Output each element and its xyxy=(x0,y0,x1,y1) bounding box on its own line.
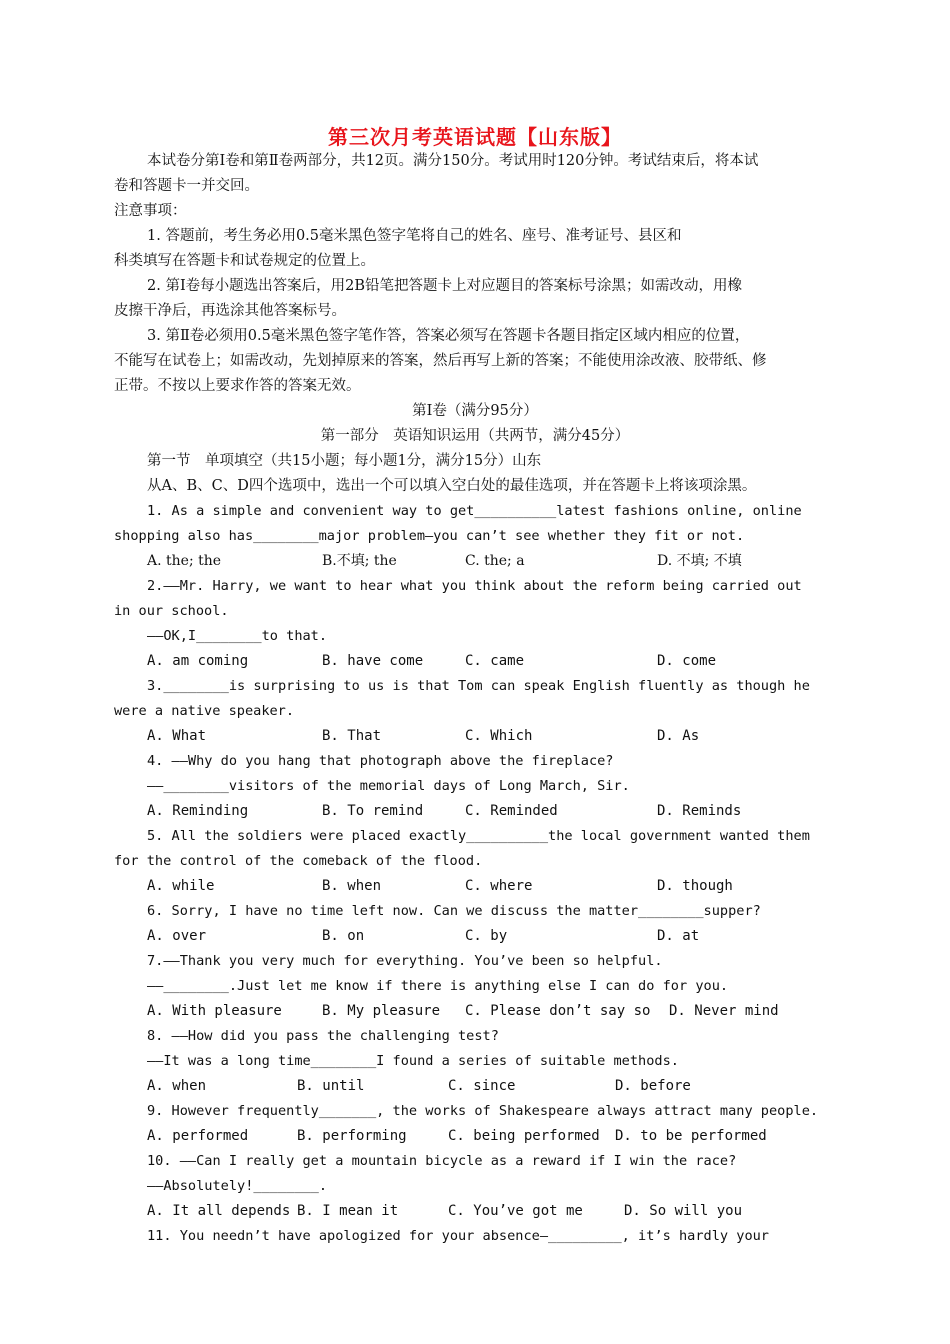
option-c: C. came xyxy=(465,653,525,669)
question-text: 6. Sorry, I have no time left now. Can we discuss the matter________supper? xyxy=(147,903,761,919)
answer-options xyxy=(147,1126,837,1146)
note-line: 1. 答题前，考生务必用0.5毫米黑色签字笔将自己的姓名、座号、准考证号、县区和 xyxy=(147,228,682,244)
option-a: A. over xyxy=(147,928,207,944)
notes-heading: 注意事项： xyxy=(114,203,187,219)
option-b: B. until xyxy=(297,1078,365,1094)
intro-line: 本试卷分第Ⅰ卷和第Ⅱ卷两部分，共12页。满分150分。考试用时120分钟。考试结束后，将本试 xyxy=(147,153,759,169)
question-text: in our school. xyxy=(114,603,229,619)
option-c: C. You’ve got me xyxy=(448,1203,583,1219)
question-text: 8. ——How did you pass the challenging test? xyxy=(147,1028,499,1044)
option-a: A. What xyxy=(147,728,207,744)
answer-options xyxy=(147,551,837,571)
option-c: C. Which xyxy=(465,728,533,744)
intro-line: 卷和答题卡一并交回。 xyxy=(114,178,259,194)
option-d: D. to be performed xyxy=(615,1128,767,1144)
option-a: A. It all depends xyxy=(147,1203,291,1219)
option-b: B. when xyxy=(322,878,382,894)
option-d: D. Never mind xyxy=(669,1003,779,1019)
section-heading: 第一部分 英语知识运用（共两节，满分45分） xyxy=(320,428,630,444)
question-text: for the control of the comeback of the flood. xyxy=(114,853,483,869)
question-text: 9. However frequently_______, the works of Shakespeare always attract many people. xyxy=(147,1103,819,1119)
option-d: D. though xyxy=(657,878,733,894)
question-text: ——________visitors of the memorial days of Long March, Sir. xyxy=(147,778,630,794)
answer-options xyxy=(147,726,837,746)
option-a: A. the; the xyxy=(147,553,222,569)
answer-options xyxy=(147,926,837,946)
option-d: D. 不填; 不填 xyxy=(657,553,742,569)
instruction: 从A、B、C、D四个选项中，选出一个可以填入空白处的最佳选项，并在答题卡上将该项涂黑。 xyxy=(147,478,757,494)
page-title: 第三次月考英语试题【山东版】 xyxy=(328,125,622,149)
note-line: 正带。不按以上要求作答的答案无效。 xyxy=(114,378,361,394)
option-b: B. performing xyxy=(297,1128,407,1144)
option-a: A. Reminding xyxy=(147,803,249,819)
question-text: were a native speaker. xyxy=(114,703,295,719)
question-text: 1. As a simple and convenient way to get__________latest fashions online, online xyxy=(147,503,802,519)
part-heading: 第Ⅰ卷（满分95分） xyxy=(412,403,538,419)
question-text: 5. All the soldiers were placed exactly__________the local government wanted them xyxy=(147,828,810,844)
subsection-heading: 第一节 单项填空（共15小题；每小题1分，满分15分）山东 xyxy=(147,453,542,469)
option-a: A. while xyxy=(147,878,215,894)
question-text: shopping also has________major problem—you can’t see whether they fit or not. xyxy=(114,528,745,544)
option-d: D. come xyxy=(657,653,717,669)
option-b: B. on xyxy=(322,928,365,944)
option-b: B. I mean it xyxy=(297,1203,399,1219)
option-c: C. Please don’t say so xyxy=(465,1003,651,1019)
question-text: 2.——Mr. Harry, we want to hear what you think about the reform being carried out xyxy=(147,578,802,594)
option-c: C. being performed xyxy=(448,1128,600,1144)
option-a: A. performed xyxy=(147,1128,249,1144)
question-text: ——It was a long time________I found a series of suitable methods. xyxy=(147,1053,679,1069)
question-text: 4. ——Why do you hang that photograph above the fireplace? xyxy=(147,753,614,769)
answer-options xyxy=(147,801,837,821)
note-line: 皮擦干净后，再选涂其他答案标号。 xyxy=(114,303,346,319)
option-b: B. That xyxy=(322,728,382,744)
option-d: D. Reminds xyxy=(657,803,742,819)
question-text: ——________.Just let me know if there is anything else I can do for you. xyxy=(147,978,729,994)
option-a: A. am coming xyxy=(147,653,249,669)
question-text: 10. ——Can I really get a mountain bicycle as a reward if I win the race? xyxy=(147,1153,737,1169)
answer-options xyxy=(147,651,837,671)
note-line: 不能写在试卷上；如需改动，先划掉原来的答案，然后再写上新的答案；不能使用涂改液、胶带纸、修 xyxy=(114,353,767,369)
answer-options xyxy=(147,1201,837,1221)
option-d: D. As xyxy=(657,728,700,744)
question-text: ——Absolutely!________. xyxy=(147,1178,328,1194)
question-text: 3.________is surprising to us is that Tom can speak English fluently as though he xyxy=(147,678,810,694)
option-b: B.不填; the xyxy=(322,553,397,569)
question-text: 11. You needn’t have apologized for your absence—_________, it’s hardly your xyxy=(147,1228,769,1244)
option-c: C. Reminded xyxy=(465,803,558,819)
question-text: ——OK,I________to that. xyxy=(147,628,328,644)
answer-options xyxy=(147,876,837,896)
question-text: 7.——Thank you very much for everything. You’ve been so helpful. xyxy=(147,953,663,969)
option-c: C. where xyxy=(465,878,533,894)
answer-options xyxy=(147,1076,837,1096)
answer-options xyxy=(147,1001,837,1021)
option-c: C. since xyxy=(448,1078,516,1094)
note-line: 科类填写在答题卡和试卷规定的位置上。 xyxy=(114,253,375,269)
option-c: C. the; a xyxy=(465,553,525,569)
option-b: B. have come xyxy=(322,653,424,669)
note-line: 2. 第Ⅰ卷每小题选出答案后，用2B铅笔把答题卡上对应题目的答案标号涂黑；如需改动，用橡 xyxy=(147,278,743,294)
note-line: 3. 第Ⅱ卷必须用0.5毫米黑色签字笔作答，答案必须写在答题卡各题目指定区域内相应的位置， xyxy=(147,328,750,344)
option-c: C. by xyxy=(465,928,508,944)
option-a: A. With pleasure xyxy=(147,1003,282,1019)
option-b: B. My pleasure xyxy=(322,1003,441,1019)
option-b: B. To remind xyxy=(322,803,424,819)
option-d: D. before xyxy=(615,1078,691,1094)
option-d: D. at xyxy=(657,928,700,944)
option-d: D. So will you xyxy=(624,1203,743,1219)
option-a: A. when xyxy=(147,1078,207,1094)
